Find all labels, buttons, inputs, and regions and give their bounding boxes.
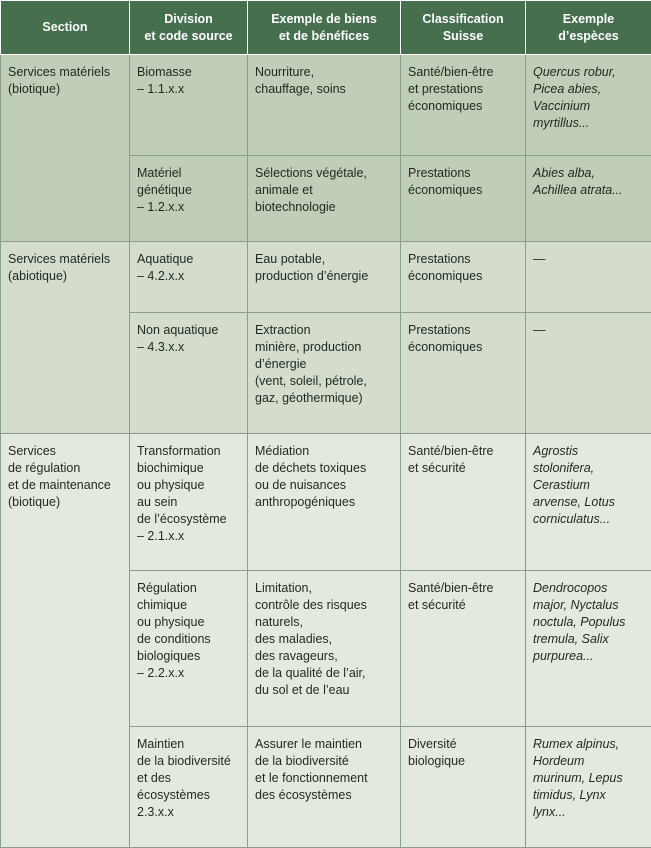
classification-cell: Santé/bien-être et sécurité (401, 434, 526, 571)
benefits-cell: Extraction minière, production d’énergie (vent, soleil, pétrole, gaz, géothermique) (248, 313, 401, 434)
header-species: Exemple d’espèces (526, 1, 651, 55)
header-benefits: Exemple de biens et de bénéfices (248, 1, 401, 55)
division-cell: Non aquatique – 4.3.x.x (130, 313, 248, 434)
classification-cell: Santé/bien-être et prestations économiques (401, 55, 526, 156)
section-cell: Services matériels (abiotique) (1, 242, 130, 434)
classification-cell: Prestations économiques (401, 242, 526, 313)
species-cell: — (526, 313, 651, 434)
section-cell: Services matériels (biotique) (1, 55, 130, 242)
classification-cell: Prestations économiques (401, 313, 526, 434)
species-cell: Agrostis stolonifera, Cerastium arvense, Lotus corniculatus... (526, 434, 651, 571)
benefits-cell: Assurer le maintien de la biodiversité et le fonctionnement des écosystèmes (248, 727, 401, 848)
benefits-cell: Nourriture, chauffage, soins (248, 55, 401, 156)
benefits-cell: Limitation, contrôle des risques naturels, des maladies, des ravageurs, de la qualité de l’air, du sol et de l’eau (248, 571, 401, 727)
benefits-cell: Sélections végétale, animale et biotechnologie (248, 156, 401, 242)
classification-cell: Diversité biologique (401, 727, 526, 848)
header-classification: Classification Suisse (401, 1, 526, 55)
table-row (1, 55, 651, 156)
header-row (1, 1, 651, 55)
species-cell: Rumex alpinus, Hordeum murinum, Lepus timidus, Lynx lynx... (526, 727, 651, 848)
species-cell: Quercus robur, Picea abies, Vaccinium myrtillus... (526, 55, 651, 156)
division-cell: Matériel génétique – 1.2.x.x (130, 156, 248, 242)
header-division: Division et code source (130, 1, 248, 55)
header-section: Section (1, 1, 130, 55)
division-cell: Transformation biochimique ou physique au sein de l’écosystème – 2.1.x.x (130, 434, 248, 571)
division-cell: Maintien de la biodiversité et des écosystèmes 2.3.x.x (130, 727, 248, 848)
section-cell: Services de régulation et de maintenance (biotique) (1, 434, 130, 848)
table-row (1, 242, 651, 313)
division-cell: Régulation chimique ou physique de conditions biologiques – 2.2.x.x (130, 571, 248, 727)
division-cell: Biomasse – 1.1.x.x (130, 55, 248, 156)
division-cell: Aquatique – 4.2.x.x (130, 242, 248, 313)
species-cell: Dendrocopos major, Nyctalus noctula, Populus tremula, Salix purpurea... (526, 571, 651, 727)
benefits-cell: Médiation de déchets toxiques ou de nuisances anthropogéniques (248, 434, 401, 571)
species-cell: Abies alba, Achillea atrata... (526, 156, 651, 242)
species-cell: — (526, 242, 651, 313)
classification-cell: Santé/bien-être et sécurité (401, 571, 526, 727)
benefits-cell: Eau potable, production d’énergie (248, 242, 401, 313)
table-row (1, 434, 651, 571)
classification-cell: Prestations économiques (401, 156, 526, 242)
